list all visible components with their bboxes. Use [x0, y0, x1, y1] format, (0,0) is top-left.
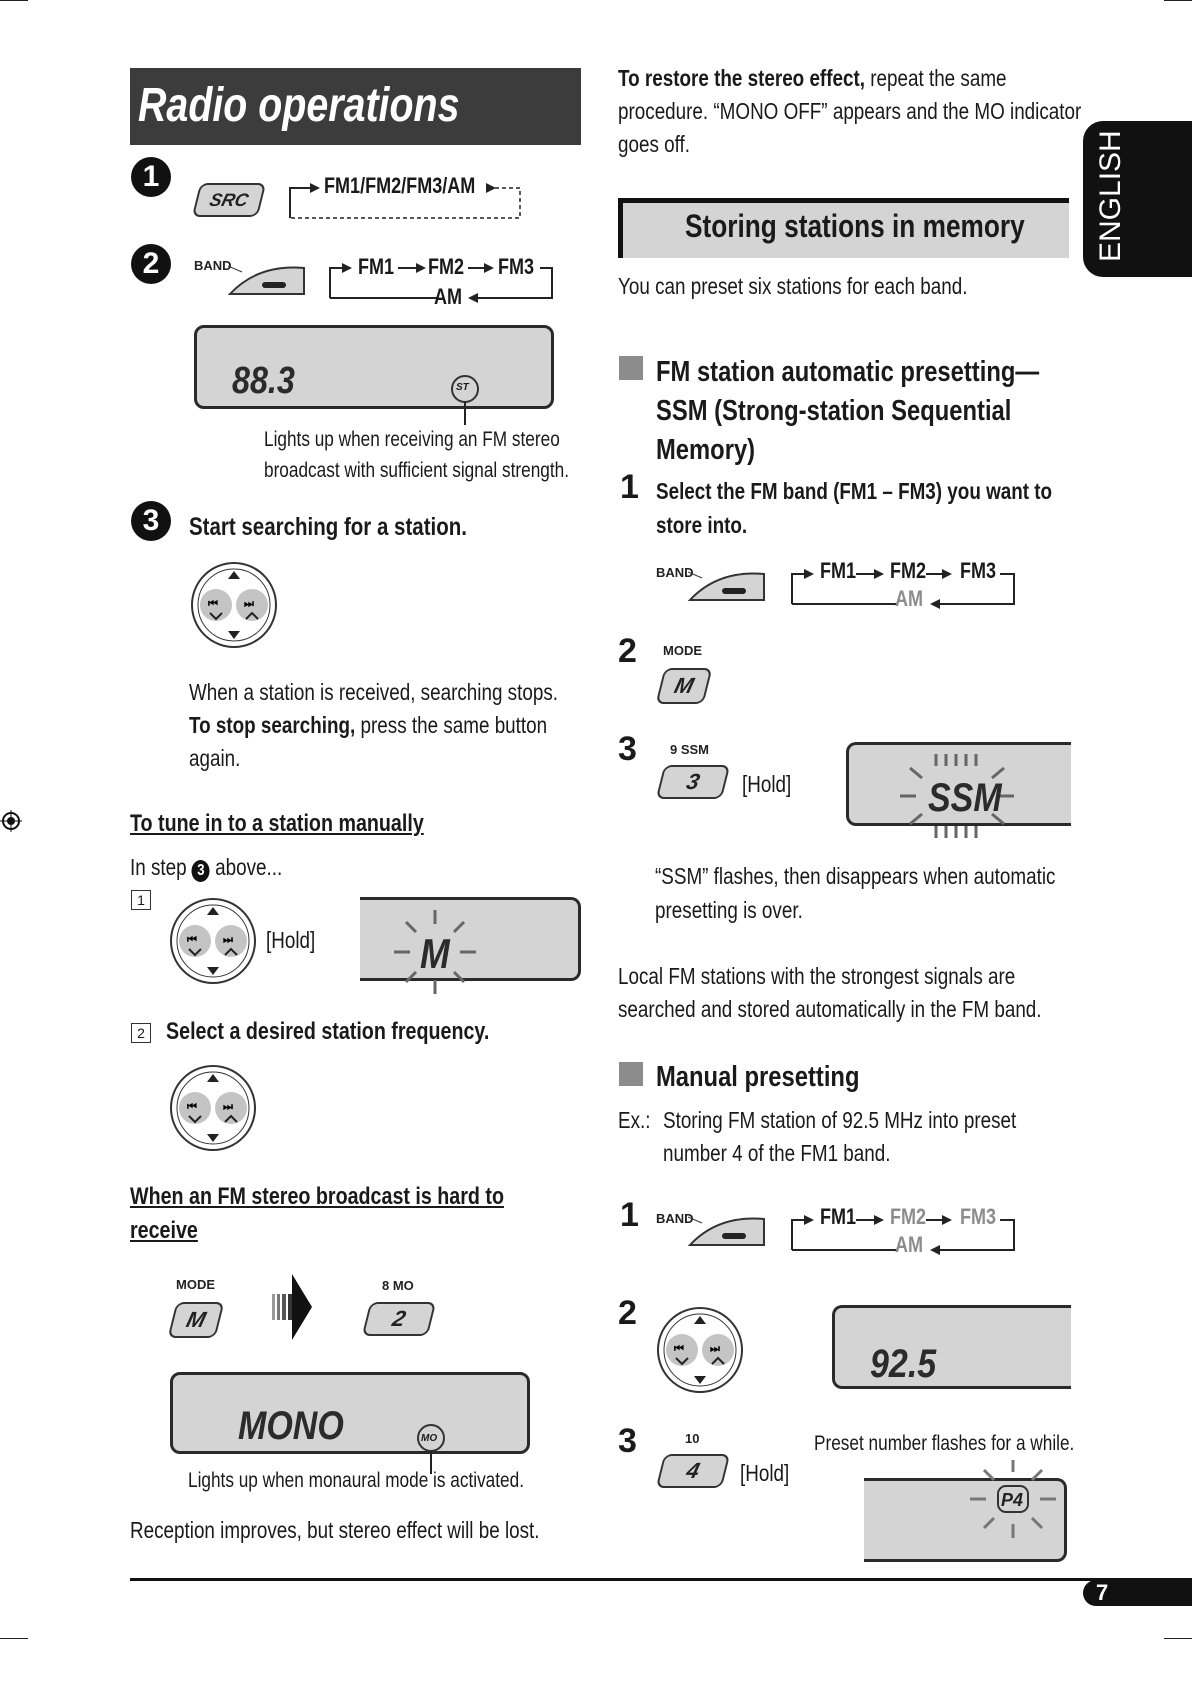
svg-text:⏮: ⏮ [208, 597, 218, 610]
footer-rule [130, 1578, 1192, 1581]
svg-text:⏮: ⏮ [674, 1342, 684, 1355]
in-step-marker: 3 [192, 860, 210, 882]
ssm-key-label: 9 SSM [670, 742, 710, 757]
ssm-step-1-line2: store into. [656, 512, 748, 538]
seek-control-hold-icon[interactable] [169, 897, 257, 985]
band-flow-fm3: FM3 [498, 254, 535, 279]
storing-heading: Storing stations in memory [685, 208, 1025, 244]
manual-tune-heading: To tune in to a station manually [130, 810, 424, 837]
manual-preset-heading: Manual presetting [656, 1061, 860, 1093]
local-line2: searched and stored automatically in the FM band. [618, 996, 1042, 1022]
in-step-line: In step 3 above... [130, 854, 283, 880]
manual-flow-am: AM [895, 1232, 924, 1257]
mo-indicator-label: MO [421, 1433, 438, 1444]
manual-step-3-number: 3 [618, 1422, 637, 1460]
manual-flow-fm3: FM3 [960, 1204, 997, 1229]
manual-freq-text: 92.5 [870, 1342, 937, 1386]
svg-text:⏭: ⏭ [710, 1342, 720, 1355]
crop-mark [1164, 0, 1192, 1]
manual-band-label: BAND [656, 1211, 694, 1226]
preset-badge: P4 [1001, 1490, 1024, 1510]
ssm-flow-fm1: FM1 [820, 558, 857, 583]
mono-heading-line1: When an FM stereo broadcast is hard to [130, 1183, 504, 1210]
st-indicator-label: ST [456, 382, 469, 393]
ssm-flow-fm3: FM3 [960, 558, 997, 583]
mono-heading-line2: receive [130, 1217, 198, 1244]
search-text-1: When a station is received, searching stops. [189, 679, 559, 705]
manual-seek-control-icon[interactable] [656, 1306, 744, 1394]
preset-flash-caption: Preset number flashes for a while. [814, 1432, 1075, 1455]
band-flow-fm1: FM1 [358, 254, 395, 279]
page-number: 7 [1096, 1580, 1109, 1605]
ex-line1: Storing FM station of 92.5 MHz into preset [663, 1107, 1017, 1133]
crop-mark [0, 1638, 28, 1639]
step-2-marker: 2 [131, 244, 171, 284]
hold-label-left: [Hold] [266, 927, 316, 953]
ssm-flow-am: AM [895, 586, 924, 611]
svg-text:⏮: ⏮ [187, 933, 197, 946]
ssm-flow-fm2: FM2 [890, 558, 927, 583]
mono-caption: Lights up when monaural mode is activated. [188, 1469, 524, 1492]
restore-line3: goes off. [618, 131, 691, 157]
manual-heading-square [619, 1062, 643, 1086]
ssm-mode-label: MODE [663, 643, 702, 658]
svg-text:⏮: ⏮ [187, 1100, 197, 1113]
st-caption-line2: broadcast with sufficient signal strength. [264, 459, 570, 482]
ssm-flash-line1: “SSM” flashes, then disappears when automatic [655, 863, 1056, 889]
band-flow-am: AM [434, 284, 463, 309]
ssm-key-button[interactable]: 3 [656, 765, 730, 799]
preset-4-button[interactable]: 4 [656, 1454, 730, 1488]
registration-mark-icon [0, 810, 22, 832]
seek-control-icon[interactable] [190, 561, 278, 649]
manual-freq-display [832, 1305, 1071, 1389]
page-title-bar [130, 68, 581, 145]
arrow-right-icon [270, 1272, 314, 1342]
manual-band-button[interactable] [688, 1213, 766, 1247]
ssm-heading-square [619, 356, 643, 380]
substep-1-box: 1 [131, 890, 151, 910]
step-3-marker: 3 [131, 501, 171, 541]
mode-button-left[interactable]: M [168, 1302, 225, 1338]
restore-line2: procedure. “MONO OFF” appears and the MO indicator [618, 98, 1082, 124]
svg-text:⏭: ⏭ [223, 933, 233, 946]
search-stop-line: To stop searching, press the same button [189, 712, 548, 738]
ssm-display-text: SSM [928, 776, 1002, 820]
ssm-flash-line2: presetting is over. [655, 897, 803, 923]
language-tab-label: ENGLISH [1094, 130, 1127, 262]
ssm-heading-line2: SSM (Strong-station Sequential [656, 395, 1012, 427]
ex-label: Ex.: [618, 1107, 651, 1133]
manual-flow-fm1: FM1 [820, 1204, 857, 1229]
ssm-heading-line3: Memory) [656, 434, 756, 466]
st-caption-line1: Lights up when receiving an FM stereo [264, 428, 560, 451]
ex-line2: number 4 of the FM1 band. [663, 1140, 891, 1166]
mono-display-panel [170, 1372, 530, 1454]
ssm-step-1-number: 1 [620, 468, 639, 506]
crop-mark [1164, 1638, 1192, 1639]
mono-display-text: MONO [238, 1404, 344, 1448]
svg-text:⏭: ⏭ [244, 597, 254, 610]
band-button[interactable] [228, 262, 306, 296]
display-frequency: 88.3 [232, 360, 295, 402]
ssm-step-3-number: 3 [618, 730, 637, 768]
ssm-mode-button[interactable]: M [656, 668, 713, 704]
step-1-marker: 1 [131, 157, 171, 197]
substep-2-text: Select a desired station frequency. [166, 1018, 490, 1045]
ssm-hold-label: [Hold] [742, 771, 792, 797]
svg-text:⏭: ⏭ [223, 1100, 233, 1113]
ssm-band-label: BAND [656, 565, 694, 580]
preset-intro: You can preset six stations for each band. [618, 273, 968, 299]
crop-mark [0, 0, 28, 1]
local-line1: Local FM stations with the strongest signals are [618, 963, 1016, 989]
ssm-heading-line1: FM station automatic presetting— [656, 356, 1040, 388]
manual-display-char: M [420, 930, 450, 977]
manual-step-1-number: 1 [620, 1196, 639, 1234]
ssm-step-1-line1: Select the FM band (FM1 – FM3) you want to [656, 478, 1053, 504]
manual-key-label: 10 [685, 1431, 700, 1446]
manual-step-2-number: 2 [618, 1294, 637, 1332]
band-flow-fm2: FM2 [428, 254, 465, 279]
ssm-band-button[interactable] [688, 568, 766, 602]
manual-flow-fm2: FM2 [890, 1204, 927, 1229]
page-title: Radio operations [138, 79, 460, 132]
src-button[interactable]: SRC [192, 183, 266, 217]
step-3-heading: Start searching for a station. [189, 513, 467, 541]
reception-text: Reception improves, but stereo effect will be lost. [130, 1517, 540, 1543]
seek-control-select-icon[interactable] [169, 1064, 257, 1152]
mode-label-left: MODE [176, 1277, 215, 1292]
mo-label: 8 MO [382, 1278, 414, 1293]
search-stop-line2: again. [189, 745, 241, 771]
restore-line1: To restore the stereo effect, repeat the same [618, 65, 1007, 91]
mo-button[interactable]: 2 [362, 1302, 436, 1336]
band-label: BAND [194, 258, 232, 273]
manual-hold-label: [Hold] [740, 1460, 790, 1486]
ssm-step-2-number: 2 [618, 632, 637, 670]
substep-2-box: 2 [131, 1023, 151, 1043]
src-flow-label: FM1/FM2/FM3/AM [324, 173, 476, 198]
